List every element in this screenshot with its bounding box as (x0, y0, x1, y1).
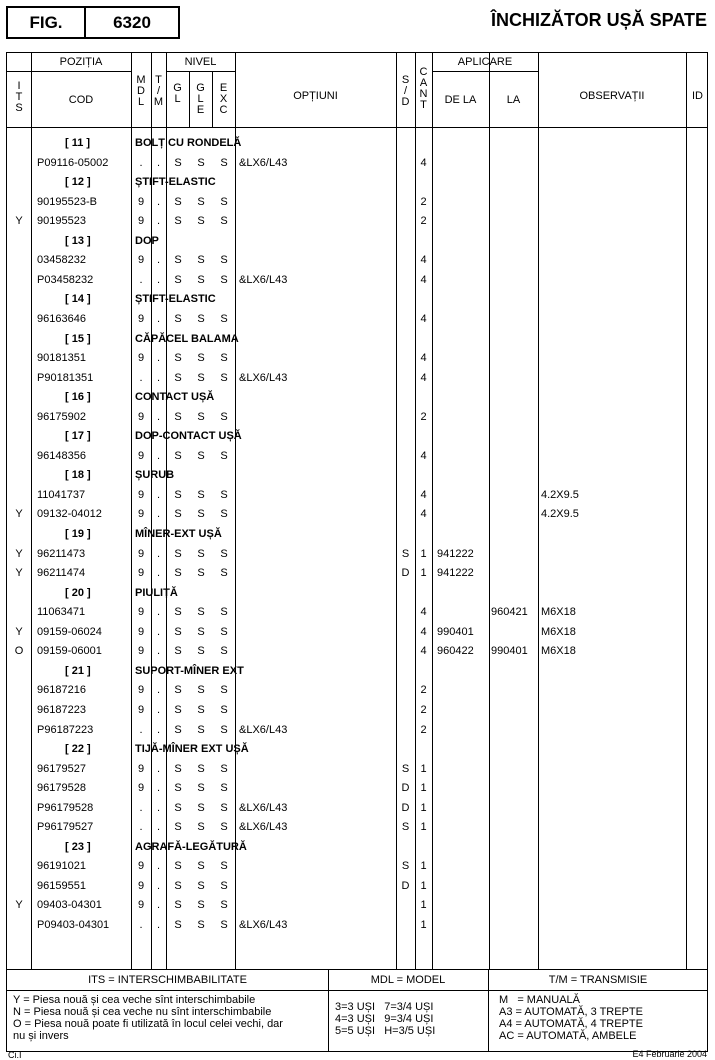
cell-gle: S (197, 782, 205, 795)
cell-gle: S (197, 879, 205, 892)
legend-mdl-line: 4=3 UȘI 9=3/4 UȘI (335, 1013, 434, 1025)
cell-cod: P03458232 (37, 273, 94, 286)
legend-tm-line: AC = AUTOMATĂ, AMBELE (499, 1030, 637, 1042)
cell-tm: . (156, 821, 161, 834)
cell-cant: 2 (420, 215, 427, 228)
cell-its: Y (15, 899, 23, 912)
cell-gl: S (174, 782, 182, 795)
cell-sd: D (401, 567, 410, 580)
cell-gle: S (197, 821, 205, 834)
cell-mdl: 9 (137, 215, 145, 228)
cell-exc: S (220, 352, 228, 365)
cell-gle: S (197, 410, 205, 423)
cell-cod: 96211474 (37, 567, 86, 580)
cell-gl: S (174, 821, 182, 834)
cell-exc: S (220, 782, 228, 795)
cell-cant: 4 (420, 352, 427, 365)
legend-tm-title: T/M = TRANSMISIE (548, 974, 648, 986)
cell-cant: 4 (420, 645, 427, 658)
position-number: [ 11 ] (65, 137, 91, 149)
legend-tm-line: A4 = AUTOMATĂ, 4 TREPTE (499, 1018, 643, 1030)
position-number: [ 16 ] (65, 391, 91, 404)
cell-cant: 4 (420, 371, 427, 384)
cell-gle: S (197, 919, 205, 931)
page-title: ÎNCHIZĂTOR UȘĂ SPATE (490, 10, 707, 30)
cell-mdl: 9 (137, 625, 145, 638)
cell-gl: S (174, 684, 182, 697)
cell-its: Y (15, 508, 23, 521)
legend-mdl-line: 5=5 UȘI H=3/5 UȘI (335, 1025, 436, 1037)
cell-mdl: 9 (137, 782, 145, 795)
cell-exc: S (220, 801, 228, 814)
figure-number: 6320 (84, 6, 180, 39)
cell-gl: S (174, 410, 182, 423)
cell-opt: &LX6/L43 (239, 801, 288, 814)
footer-left-note: Ci.I (8, 1050, 22, 1060)
cell-gle: S (197, 371, 205, 384)
cell-cant: 4 (420, 488, 427, 501)
position-number: [ 22 ] (65, 743, 91, 756)
cell-cant: 4 (420, 273, 427, 286)
cell-tm: . (156, 547, 161, 560)
header-aplicare: APLICARE (457, 56, 513, 68)
cell-cant: 1 (420, 821, 427, 834)
cell-exc: S (220, 312, 228, 325)
cell-gle: S (197, 625, 205, 638)
cell-gl: S (174, 567, 182, 580)
cell-mdl: 9 (137, 195, 145, 208)
cell-tm: . (156, 273, 161, 286)
cell-cant: 2 (420, 410, 427, 423)
cell-tm: . (156, 410, 161, 423)
cell-cod: 90195523-B (37, 195, 97, 208)
cell-cant: 2 (420, 684, 427, 697)
part-category-name: ȘTIFT-ELASTIC (135, 176, 216, 189)
part-category-name: MÎNER-EXT UȘĂ (135, 528, 222, 540)
cell-exc: S (220, 723, 228, 736)
cell-gl: S (174, 606, 182, 619)
part-category-name: CĂPĂCEL BALAMA (135, 332, 239, 345)
cell-la: 960421 (491, 606, 528, 619)
cell-tm: . (156, 371, 161, 384)
cell-sd: D (401, 801, 410, 814)
cell-cod: 96163646 (37, 312, 86, 325)
cell-cant: 1 (420, 782, 427, 795)
cell-cod: P96187223 (37, 723, 94, 736)
part-category-name: AGRAFĂ-LEGĂTURĂ (135, 840, 247, 853)
cell-sd: S (401, 762, 410, 775)
cell-mdl: . (139, 273, 143, 286)
cell-de: 941222 (437, 567, 474, 580)
legend-its-line: nu și invers (13, 1030, 69, 1042)
cell-tm: . (156, 488, 161, 501)
cell-gle: S (197, 547, 205, 560)
header-cod: COD (68, 94, 94, 106)
cell-cod: 96187216 (37, 684, 86, 697)
header-id: ID (692, 90, 703, 102)
cell-tm: . (156, 215, 161, 228)
cell-mdl: . (139, 801, 143, 814)
cell-mdl: 9 (137, 879, 145, 892)
cell-cod: 90181351 (37, 352, 86, 365)
legend-tm-line: M = MANUALĂ (499, 994, 580, 1006)
legend-its-title: ITS = INTERSCHIMBABILITATE (88, 974, 247, 986)
cell-cod: 09159-06001 (37, 645, 102, 658)
cell-tm: . (156, 606, 161, 619)
cell-tm: . (156, 352, 161, 365)
cell-obs: 4.2X9.5 (541, 508, 579, 521)
cell-gl: S (174, 723, 182, 736)
part-category-name: ȘTIFT-ELASTIC (135, 293, 216, 306)
cell-opt: &LX6/L43 (239, 273, 288, 286)
cell-sd: S (401, 860, 410, 873)
cell-de: 990401 (437, 625, 474, 638)
part-category-name: SUPORT-MÎNER EXT (135, 664, 244, 677)
cell-tm: . (156, 312, 161, 325)
cell-tm: . (156, 782, 161, 795)
cell-its: Y (15, 547, 23, 560)
cell-tm: . (156, 899, 161, 912)
cell-mdl: 9 (137, 860, 145, 873)
cell-cod: 96159551 (37, 879, 86, 892)
legend-mdl-title: MDL = MODEL (370, 974, 446, 986)
cell-exc: S (220, 215, 228, 228)
cell-exc: S (220, 625, 228, 638)
cell-tm: . (156, 645, 161, 658)
cell-cod: 96187223 (37, 703, 86, 716)
header-gl: G L (173, 82, 182, 105)
cell-cant: 4 (420, 606, 427, 619)
cell-gl: S (174, 508, 182, 521)
cell-tm: . (156, 879, 161, 892)
cell-tm: . (156, 254, 161, 267)
cell-its: O (14, 645, 24, 658)
cell-exc: S (220, 762, 228, 775)
cell-mdl: 9 (137, 410, 145, 423)
cell-gle: S (197, 801, 205, 814)
legend-its-line: O = Piesa nouă poate fi utilizată în locul celei vechi, dar (13, 1018, 283, 1030)
cell-mdl: 9 (137, 508, 145, 521)
cell-cant: 2 (420, 703, 427, 716)
cell-gl: S (174, 801, 182, 814)
header-la: LA (506, 94, 521, 106)
cell-cod: 11041737 (37, 488, 86, 501)
position-number: [ 21 ] (65, 664, 91, 677)
cell-sd: S (401, 547, 410, 560)
cell-gle: S (197, 684, 205, 697)
header-gle: G L E (196, 82, 205, 116)
cell-gl: S (174, 156, 182, 169)
header-sd: S / D (401, 74, 410, 108)
cell-mdl: 9 (137, 254, 145, 267)
part-category-name: TIJĂ-MÎNER EXT UȘĂ (135, 743, 249, 756)
cell-gle: S (197, 762, 205, 775)
cell-cant: 1 (420, 860, 427, 873)
cell-mdl: 9 (137, 312, 145, 325)
cell-opt: &LX6/L43 (239, 156, 288, 169)
cell-opt: &LX6/L43 (239, 919, 288, 931)
cell-mdl: . (139, 723, 143, 736)
cell-de: 960422 (437, 645, 474, 658)
cell-exc: S (220, 488, 228, 501)
cell-gl: S (174, 625, 182, 638)
position-number: [ 23 ] (65, 840, 91, 853)
cell-cod: P96179528 (37, 801, 94, 814)
cell-its: Y (15, 625, 23, 638)
cell-exc: S (220, 508, 228, 521)
cell-cant: 1 (420, 919, 427, 931)
cell-exc: S (220, 919, 228, 931)
cell-tm: . (156, 801, 161, 814)
cell-exc: S (220, 606, 228, 619)
cell-mdl: 9 (137, 352, 145, 365)
cell-sd: S (401, 821, 410, 834)
cell-gle: S (197, 352, 205, 365)
cell-gle: S (197, 860, 205, 873)
cell-opt: &LX6/L43 (239, 371, 288, 384)
cell-cod: P96179527 (37, 821, 94, 834)
part-category-name: DOP-CONTACT UȘĂ (135, 430, 242, 443)
header-exc: E X C (219, 82, 228, 116)
cell-cant: 2 (420, 723, 427, 736)
cell-gl: S (174, 352, 182, 365)
cell-exc: S (220, 879, 228, 892)
cell-cod: 96179528 (37, 782, 86, 795)
cell-gl: S (174, 254, 182, 267)
cell-cod: 03458232 (37, 254, 86, 267)
cell-gle: S (197, 567, 205, 580)
cell-gle: S (197, 606, 205, 619)
cell-cod: 90195523 (37, 215, 86, 228)
part-category-name: DOP (135, 234, 159, 247)
cell-cant: 1 (420, 879, 427, 892)
cell-opt: &LX6/L43 (239, 723, 288, 736)
cell-tm: . (156, 449, 161, 462)
cell-gl: S (174, 703, 182, 716)
cell-exc: S (220, 567, 228, 580)
cell-tm: . (156, 195, 161, 208)
cell-cant: 4 (420, 508, 427, 521)
cell-exc: S (220, 273, 228, 286)
cell-exc: S (220, 821, 228, 834)
cell-mdl: 9 (137, 703, 145, 716)
cell-cod: P09116-05002 (37, 156, 109, 169)
cell-cant: 1 (420, 567, 427, 580)
cell-exc: S (220, 156, 228, 169)
cell-exc: S (220, 899, 228, 912)
header-cant: C A N T (419, 66, 428, 111)
legend-tm-line: A3 = AUTOMATĂ, 3 TREPTE (499, 1006, 643, 1018)
legend-mdl-line: 3=3 UȘI 7=3/4 UȘI (335, 1001, 434, 1013)
cell-gle: S (197, 312, 205, 325)
cell-mdl: 9 (137, 449, 145, 462)
cell-tm: . (156, 508, 161, 521)
cell-mdl: 9 (137, 645, 145, 658)
position-number: [ 18 ] (65, 469, 91, 482)
cell-mdl: 9 (137, 606, 145, 619)
cell-exc: S (220, 684, 228, 697)
cell-cod: 96211473 (37, 547, 86, 560)
position-number: [ 12 ] (65, 176, 91, 189)
cell-gle: S (197, 723, 205, 736)
cell-tm: . (156, 723, 161, 736)
header-tm: T / M (153, 74, 164, 108)
cell-sd: D (401, 879, 410, 892)
position-number: [ 19 ] (65, 528, 91, 540)
cell-cod: 96175902 (37, 410, 86, 423)
position-number: [ 17 ] (65, 430, 91, 443)
cell-cant: 2 (420, 195, 427, 208)
cell-gl: S (174, 273, 182, 286)
cell-cant: 4 (420, 254, 427, 267)
cell-cod: P09403-04301 (37, 919, 110, 931)
cell-exc: S (220, 547, 228, 560)
cell-exc: S (220, 195, 228, 208)
cell-cod: 09159-06024 (37, 625, 102, 638)
cell-cod: 09403-04301 (37, 899, 102, 912)
cell-gl: S (174, 645, 182, 658)
cell-mdl: 9 (137, 684, 145, 697)
cell-la: 990401 (491, 645, 528, 658)
cell-cant: 4 (420, 156, 427, 169)
cell-cant: 1 (420, 899, 427, 912)
cell-obs: 4.2X9.5 (541, 488, 579, 501)
part-category-name: ȘURUB (135, 469, 175, 482)
cell-obs: M6X18 (541, 606, 576, 619)
cell-gle: S (197, 156, 205, 169)
cell-cod: P90181351 (37, 371, 94, 384)
part-category-name: PIULIȚĂ (135, 586, 178, 599)
cell-mdl: 9 (137, 762, 145, 775)
cell-gle: S (197, 645, 205, 658)
cell-cod: 96191021 (37, 860, 86, 873)
cell-cant: 1 (420, 801, 427, 814)
cell-cant: 1 (420, 762, 427, 775)
legend-footer (6, 969, 708, 1052)
header-observatii: OBSERVAȚII (579, 90, 645, 102)
cell-tm: . (156, 919, 161, 931)
cell-tm: . (156, 625, 161, 638)
cell-gle: S (197, 195, 205, 208)
position-number: [ 13 ] (65, 234, 91, 247)
cell-mdl: 9 (137, 567, 145, 580)
cell-cant: 4 (420, 312, 427, 325)
cell-cod: 96179527 (37, 762, 86, 775)
cell-cod: 09132-04012 (37, 508, 102, 521)
legend-its-line: N = Piesa nouă și cea veche nu sînt interschimbabile (13, 1006, 272, 1018)
cell-sd: D (401, 782, 410, 795)
cell-tm: . (156, 156, 161, 169)
cell-its: Y (15, 567, 23, 580)
cell-gl: S (174, 488, 182, 501)
cell-exc: S (220, 371, 228, 384)
part-category-name: CONTACT UȘĂ (135, 391, 215, 404)
cell-cant: 4 (420, 449, 427, 462)
cell-tm: . (156, 762, 161, 775)
fig-label: FIG. (6, 6, 86, 39)
cell-gle: S (197, 488, 205, 501)
part-category-name: BOLȚ CU RONDELĂ (135, 137, 242, 149)
cell-exc: S (220, 703, 228, 716)
cell-exc: S (220, 410, 228, 423)
cell-gle: S (197, 508, 205, 521)
position-number: [ 14 ] (65, 293, 91, 306)
cell-cod: 11063471 (37, 606, 86, 619)
position-number: [ 20 ] (65, 586, 91, 599)
cell-exc: S (220, 254, 228, 267)
cell-gl: S (174, 195, 182, 208)
cell-exc: S (220, 449, 228, 462)
header-optiuni: OPȚIUNI (293, 90, 338, 102)
header-its: I T S (15, 80, 23, 114)
cell-gle: S (197, 254, 205, 267)
cell-mdl: 9 (137, 488, 145, 501)
cell-tm: . (156, 567, 161, 580)
cell-gl: S (174, 312, 182, 325)
cell-exc: S (220, 645, 228, 658)
cell-exc: S (220, 860, 228, 873)
header-pozitia: POZIȚIA (59, 56, 103, 68)
footer-edition: E4 Februarie 2004 (632, 1049, 707, 1059)
cell-gl: S (174, 449, 182, 462)
cell-tm: . (156, 703, 161, 716)
cell-gl: S (174, 371, 182, 384)
parts-table (6, 52, 708, 970)
cell-tm: . (156, 684, 161, 697)
cell-mdl: . (139, 919, 143, 931)
cell-gl: S (174, 547, 182, 560)
cell-gle: S (197, 215, 205, 228)
header-mdl: M D L (136, 74, 146, 108)
position-number: [ 15 ] (65, 332, 91, 345)
cell-gl: S (174, 215, 182, 228)
cell-opt: &LX6/L43 (239, 821, 288, 834)
cell-mdl: . (139, 371, 143, 384)
cell-mdl: 9 (137, 547, 145, 560)
header-de-la: DE LA (444, 94, 477, 106)
cell-mdl: . (139, 821, 143, 834)
cell-cant: 1 (420, 547, 427, 560)
legend-its-line: Y = Piesa nouă și cea veche sînt interschimbabile (13, 994, 256, 1006)
cell-gl: S (174, 762, 182, 775)
cell-gle: S (197, 449, 205, 462)
cell-gle: S (197, 899, 205, 912)
cell-mdl: 9 (137, 899, 145, 912)
cell-obs: M6X18 (541, 625, 576, 638)
cell-obs: M6X18 (541, 645, 576, 658)
cell-mdl: . (139, 156, 143, 169)
cell-gl: S (174, 860, 182, 873)
cell-gl: S (174, 879, 182, 892)
cell-tm: . (156, 860, 161, 873)
cell-gle: S (197, 273, 205, 286)
cell-de: 941222 (437, 547, 474, 560)
cell-cant: 4 (420, 625, 427, 638)
cell-its: Y (15, 215, 23, 228)
cell-gl: S (174, 919, 182, 931)
cell-gl: S (174, 899, 182, 912)
header-nivel: NIVEL (184, 56, 217, 68)
cell-gle: S (197, 703, 205, 716)
cell-cod: 96148356 (37, 449, 86, 462)
